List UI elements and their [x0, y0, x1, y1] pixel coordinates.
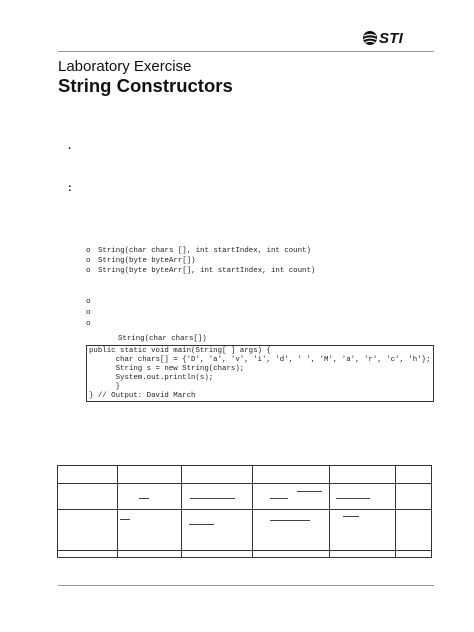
bullet-2: : [68, 182, 72, 194]
blank-line [120, 519, 130, 520]
code-line: char chars[] = {'D', 'a', 'v', 'i', 'd', ' ', 'M', 'a', 'r', 'c', 'h'}; [89, 356, 431, 364]
table-border [57, 483, 432, 484]
blank-line [270, 520, 310, 521]
blank-line [189, 524, 214, 525]
blank-line [139, 498, 149, 499]
footer-rule [58, 585, 434, 586]
blank-line [336, 498, 370, 499]
sti-logo [362, 29, 432, 47]
globe-icon [362, 30, 378, 46]
grading-table [57, 465, 432, 558]
list-marker: o [86, 320, 91, 328]
header-rule [58, 51, 434, 52]
code-line: System.out.println(s); [89, 374, 214, 382]
blank-line [343, 516, 359, 517]
table-border [181, 465, 182, 558]
table-border [329, 465, 330, 558]
table-border [57, 509, 432, 510]
table-border [252, 465, 253, 558]
bullet-1: . [68, 140, 72, 152]
table-border [57, 557, 432, 558]
code-line: public static void main(String[ ] args) { [89, 347, 271, 355]
code-line: } [89, 383, 121, 391]
logo-text: STI [379, 29, 403, 47]
constructor-item: String(char chars [], int startIndex, int count) [98, 247, 311, 255]
document-kicker: Laboratory Exercise [58, 58, 192, 75]
table-border [57, 465, 432, 466]
list-marker: o [86, 298, 91, 306]
blank-line [270, 498, 288, 499]
table-border [395, 465, 396, 558]
list-marker: o [86, 257, 91, 265]
code-example-label: String(char chars[]) [118, 335, 207, 343]
table-border [117, 465, 118, 558]
code-line: } // Output: David March [89, 392, 196, 400]
table-border [431, 465, 432, 558]
blank-line [190, 498, 235, 499]
code-box [86, 345, 434, 402]
blank-line [297, 491, 322, 492]
table-border [57, 465, 58, 558]
table-border [57, 550, 432, 551]
list-marker: o [86, 267, 91, 275]
constructor-item: String(byte byteArr[]) [98, 257, 196, 265]
list-marker: o [86, 247, 91, 255]
list-marker: o [86, 309, 91, 317]
constructor-item: String(byte byteArr[], int startIndex, int count) [98, 267, 316, 275]
code-line: String s = new String(chars); [89, 365, 245, 373]
document-title: String Constructors [58, 75, 233, 96]
